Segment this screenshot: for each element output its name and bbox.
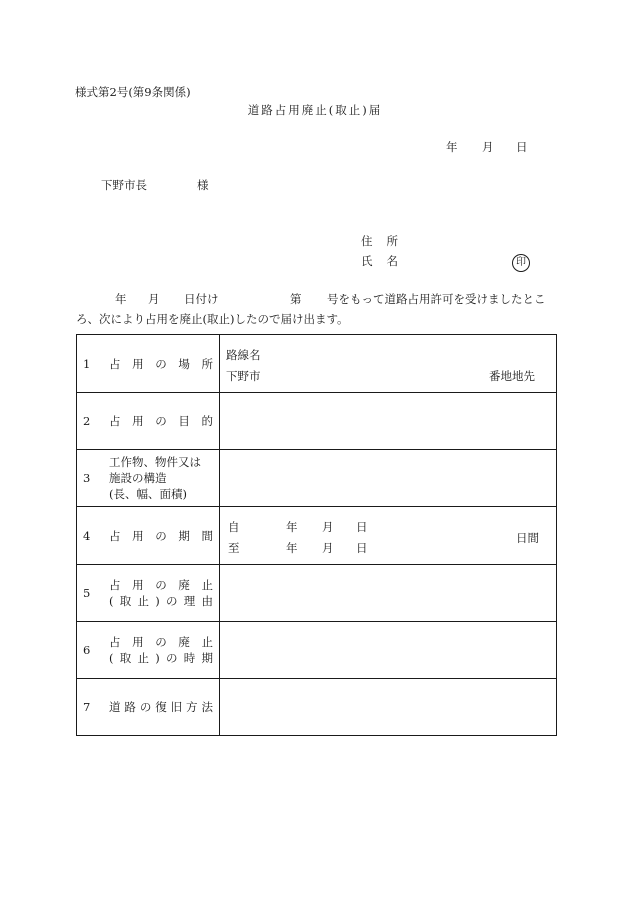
row-label-cell [77, 622, 220, 679]
lot-suffix-label: 番地地先 [489, 369, 535, 383]
form-number: 様式第2号(第9条関係) [75, 85, 191, 99]
body-month-label: 月 [148, 292, 160, 306]
seal-mark: 印 [512, 254, 530, 272]
row-number: 2 [83, 414, 91, 428]
row-label-cell [77, 393, 220, 450]
row-label: 道 路 の 復 旧 方 法 [109, 700, 213, 714]
table-row [77, 679, 557, 736]
row-label-cell [77, 507, 220, 565]
period-from-label: 自 [228, 520, 240, 534]
addressee-honorific: 様 [197, 178, 209, 192]
structure-field[interactable] [220, 450, 557, 507]
row-label-cell [77, 450, 220, 507]
row-number: 1 [83, 356, 91, 371]
row-number: 4 [83, 528, 91, 543]
row-number: 6 [83, 643, 91, 657]
abolition-date-field[interactable] [220, 622, 557, 679]
row-label-cell [77, 679, 220, 736]
table-row [77, 335, 557, 393]
date-month-label: 月 [482, 140, 494, 154]
occupation-period-field[interactable] [220, 507, 557, 565]
period-to-label: 至 [228, 541, 240, 555]
row-label-cell [77, 335, 220, 393]
restoration-method-field[interactable] [220, 679, 557, 736]
period-to-day: 日 [356, 541, 368, 555]
period-from-month: 月 [322, 520, 334, 534]
body-line-2: ろ、次により占用を廃止(取止)したので届け出ます。 [76, 312, 349, 326]
period-to-month: 月 [322, 541, 334, 555]
table-row [77, 622, 557, 679]
period-to-year: 年 [286, 541, 298, 555]
route-name-label: 路線名 [226, 348, 261, 362]
abolition-reason-field[interactable] [220, 565, 557, 622]
body-number-prefix: 第 [290, 292, 302, 306]
occupation-location-field[interactable] [220, 335, 557, 393]
row-number: 7 [83, 700, 91, 714]
address-label: 住所 [361, 234, 412, 248]
table-row [77, 565, 557, 622]
name-label: 氏名 [361, 254, 412, 268]
period-days-label: 日間 [516, 531, 539, 545]
row-label-cell [77, 565, 220, 622]
date-day-label: 日 [516, 140, 528, 154]
row-label: 工作物、物件又は 施設の構造 (長、幅、面積) [109, 455, 201, 501]
period-from-day: 日 [356, 520, 368, 534]
table-row [77, 450, 557, 507]
row-label: 占 用 の 廃 止 ( 取 止 ) の 理 由 [109, 578, 213, 608]
city-label: 下野市 [226, 369, 261, 383]
addressee-name: 下野市長 [101, 178, 147, 192]
row-label: 占 用 の 目 的 [109, 414, 213, 428]
row-label: 占 用 の 場 所 [109, 356, 213, 371]
notice-table [76, 334, 557, 736]
table-row [77, 507, 557, 565]
row-label: 占 用 の 廃 止 ( 取 止 ) の 時 期 [109, 635, 213, 665]
table-row [77, 393, 557, 450]
row-label: 占 用 の 期 間 [109, 528, 213, 543]
body-dated-label: 日付け [184, 292, 219, 306]
row-number: 3 [83, 471, 91, 485]
body-line-1: 号をもって道路占用許可を受けましたとこ [327, 292, 546, 306]
body-year-label: 年 [115, 292, 127, 306]
occupation-purpose-field[interactable] [220, 393, 557, 450]
date-year-label: 年 [446, 140, 458, 154]
period-from-year: 年 [286, 520, 298, 534]
form-title: 道路占用廃止(取止)届 [247, 103, 383, 117]
row-number: 5 [83, 586, 91, 600]
